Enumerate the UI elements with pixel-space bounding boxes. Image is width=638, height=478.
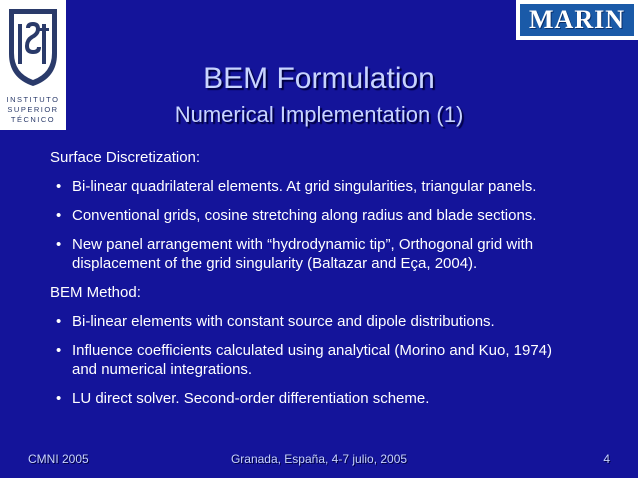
footer-page-number: 4	[603, 452, 610, 466]
bullet-text-line: New panel arrangement with “hydrodynamic tip”, Orthogonal grid with	[72, 236, 534, 253]
footer-venue-date: Granada, España, 4-7 julio, 2005	[230, 452, 408, 466]
bullet-glyph: •	[56, 207, 62, 224]
slide-title: BEM Formulation	[203, 62, 435, 95]
bullet-text-line: Influence coefficients calculated using analytical (Morino and Kuo, 1974)	[72, 342, 553, 359]
slide-subtitle: Numerical Implementation (1)	[174, 102, 464, 127]
bullet-text-line: displacement of the grid singularity (Baltazar and Eça, 2004).	[72, 255, 478, 272]
bullet-item	[50, 341, 610, 379]
bullet-item	[50, 206, 610, 225]
marin-wordmark: MARIN	[529, 5, 625, 34]
bullet-glyph: •	[56, 313, 62, 330]
marin-logo	[516, 0, 638, 40]
bullet-glyph: •	[56, 390, 62, 407]
section-heading-bem: BEM Method:	[50, 284, 141, 301]
bullet-glyph: •	[56, 178, 62, 195]
bullet-text: LU direct solver. Second-order differentiation scheme.	[72, 390, 430, 407]
bullet-item	[50, 389, 610, 408]
marin-logo-panel	[520, 4, 634, 36]
section-heading-surface: Surface Discretization:	[50, 149, 201, 166]
slide-body	[50, 148, 610, 418]
bullet-glyph: •	[56, 236, 62, 253]
bullet-text: Bi-linear quadrilateral elements. At grid singularities, triangular panels.	[72, 178, 537, 195]
footer-conference: CMNI 2005	[28, 452, 89, 466]
ist-line-3: TÉCNICO	[10, 115, 56, 124]
bullet-item	[50, 177, 610, 196]
bullet-text: Conventional grids, cosine stretching along radius and blade sections.	[72, 207, 537, 224]
ist-line-2: SUPERIOR	[7, 105, 59, 114]
bullet-item	[50, 312, 610, 331]
ist-line-1: INSTITUTO	[6, 95, 60, 104]
bullet-glyph: •	[56, 342, 62, 359]
bullet-text: Bi-linear elements with constant source and dipole distributions.	[72, 313, 495, 330]
bullet-text-line: and numerical integrations.	[72, 361, 253, 378]
bullet-item	[50, 235, 610, 273]
